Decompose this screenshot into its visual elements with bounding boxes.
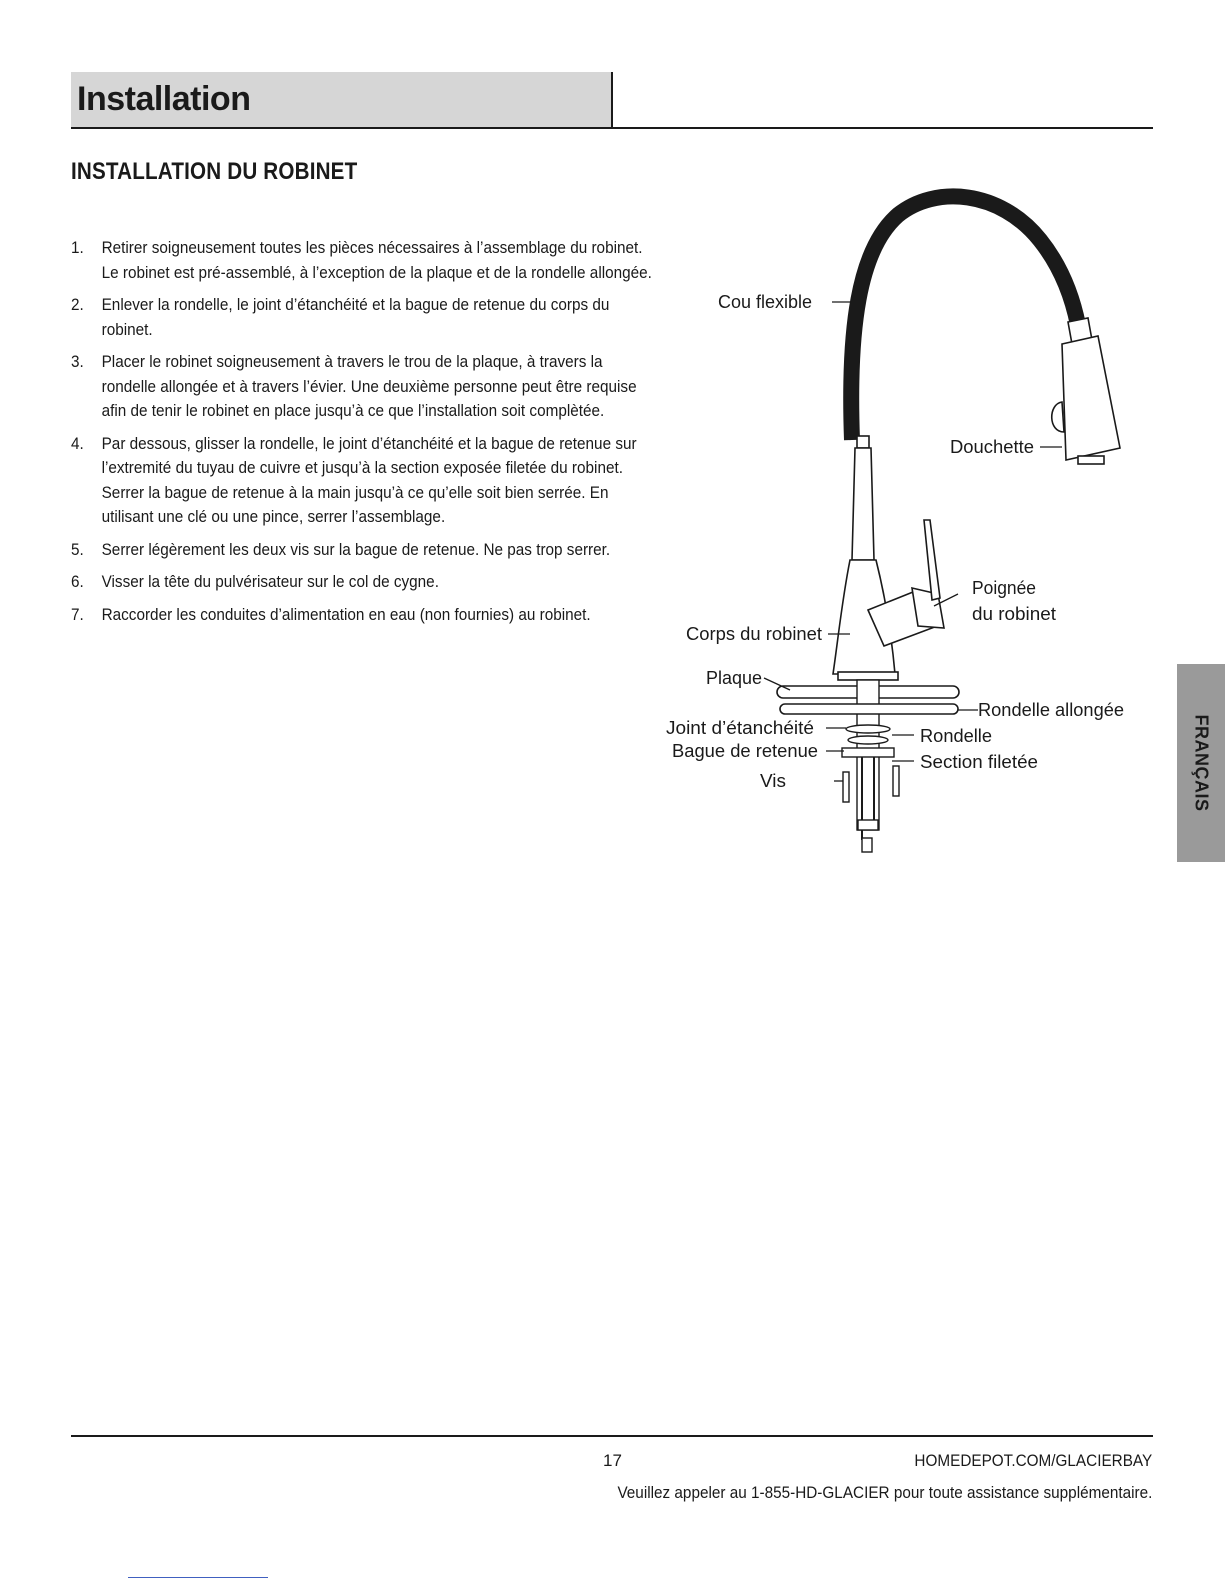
- gasket: [848, 736, 888, 744]
- label-threaded-section: Section filetée: [920, 752, 1038, 772]
- section-title: INSTALLATION DU ROBINET: [71, 158, 358, 185]
- step-item: [71, 538, 660, 563]
- label-elongated-washer: Rondelle allongée: [978, 700, 1124, 720]
- label-plate: Plaque: [706, 668, 762, 688]
- label-handle-line2: du robinet: [972, 604, 1056, 624]
- label-retaining-ring: Bague de retenue: [672, 741, 818, 761]
- steps-list: [71, 236, 671, 635]
- washer: [846, 725, 890, 733]
- retaining-ring: [842, 748, 894, 757]
- step-number: 4.: [71, 433, 84, 453]
- footer-help-text: Veuillez appeler au 1-855-HD-GLACIER pour toute assistance supplémentaire.: [617, 1483, 1152, 1502]
- step-item: [71, 350, 660, 424]
- elongated-washer: [780, 704, 958, 714]
- step-item: [71, 432, 660, 530]
- page-title: Installation: [77, 80, 251, 118]
- label-gasket: Joint d’étanchéité: [666, 718, 814, 738]
- step-number: 3.: [71, 352, 84, 371]
- step-text: Par dessous, glisser la rondelle, le joint d’étanchéité et la bague de retenue sur l’extremité du tuyau de cuivre et jusqu’à la section exposée filetée du robinet. Serrer la bague de retenue à la main jusqu’à ce qu’elle soit bien serrée. En utilisant une clé ou une pince, serrer l’assemblage.: [101, 433, 637, 526]
- faucet-diagram: [640, 180, 1140, 880]
- step-item: [71, 570, 660, 595]
- step-text: Serrer légèrement les deux vis sur la bague de retenue. Ne pas trop serrer.: [101, 539, 611, 559]
- footer-rule: [71, 1435, 1153, 1437]
- step-item: [71, 293, 660, 342]
- footer-url: HOMEDEPOT.COM/GLACIERBAY: [914, 1451, 1152, 1470]
- step-item: [71, 603, 660, 628]
- bottom-link-underline: [128, 1577, 268, 1578]
- header-box: [71, 72, 613, 128]
- step-text: Raccorder les conduites d’alimentation en eau (non fournies) au robinet.: [101, 604, 591, 624]
- label-washer: Rondelle: [920, 726, 992, 746]
- step-text: Visser la tête du pulvérisateur sur le col de cygne.: [101, 572, 439, 591]
- step-number: 2.: [71, 295, 84, 314]
- step-text: Placer le robinet soigneusement à travers le trou de la plaque, à travers la rondelle allongée et à travers l’évier. Une deuxième personne peut être requise afin de tenir le robinet en place jusqu’à ce que l’installation soit complètée.: [101, 352, 637, 420]
- label-sprayer: Douchette: [950, 437, 1034, 457]
- language-tab: [1177, 664, 1225, 862]
- step-item: [71, 236, 660, 285]
- label-body: Corps du robinet: [686, 624, 822, 644]
- header-rule: [71, 127, 1153, 129]
- label-handle-line1: Poignée: [972, 578, 1036, 598]
- language-tab-label: FRANÇAIS: [1191, 714, 1212, 812]
- label-flexible-neck: Cou flexible: [718, 292, 812, 312]
- step-text: Enlever la rondelle, le joint d’étanchéité et la bague de retenue du corps du robinet.: [101, 295, 610, 339]
- label-screws: Vis: [760, 771, 786, 791]
- step-number: 5.: [71, 539, 84, 559]
- step-number: 1.: [71, 238, 84, 257]
- page-number: 17: [603, 1451, 622, 1470]
- step-text: Retirer soigneusement toutes les pièces nécessaires à l’assemblage du robinet. Le robinet est pré-assemblé, à l’exception de la plaque et de la rondelle allongée.: [101, 238, 652, 282]
- step-number: 6.: [71, 572, 84, 591]
- step-number: 7.: [71, 604, 84, 624]
- sprayer-head: [1052, 318, 1120, 464]
